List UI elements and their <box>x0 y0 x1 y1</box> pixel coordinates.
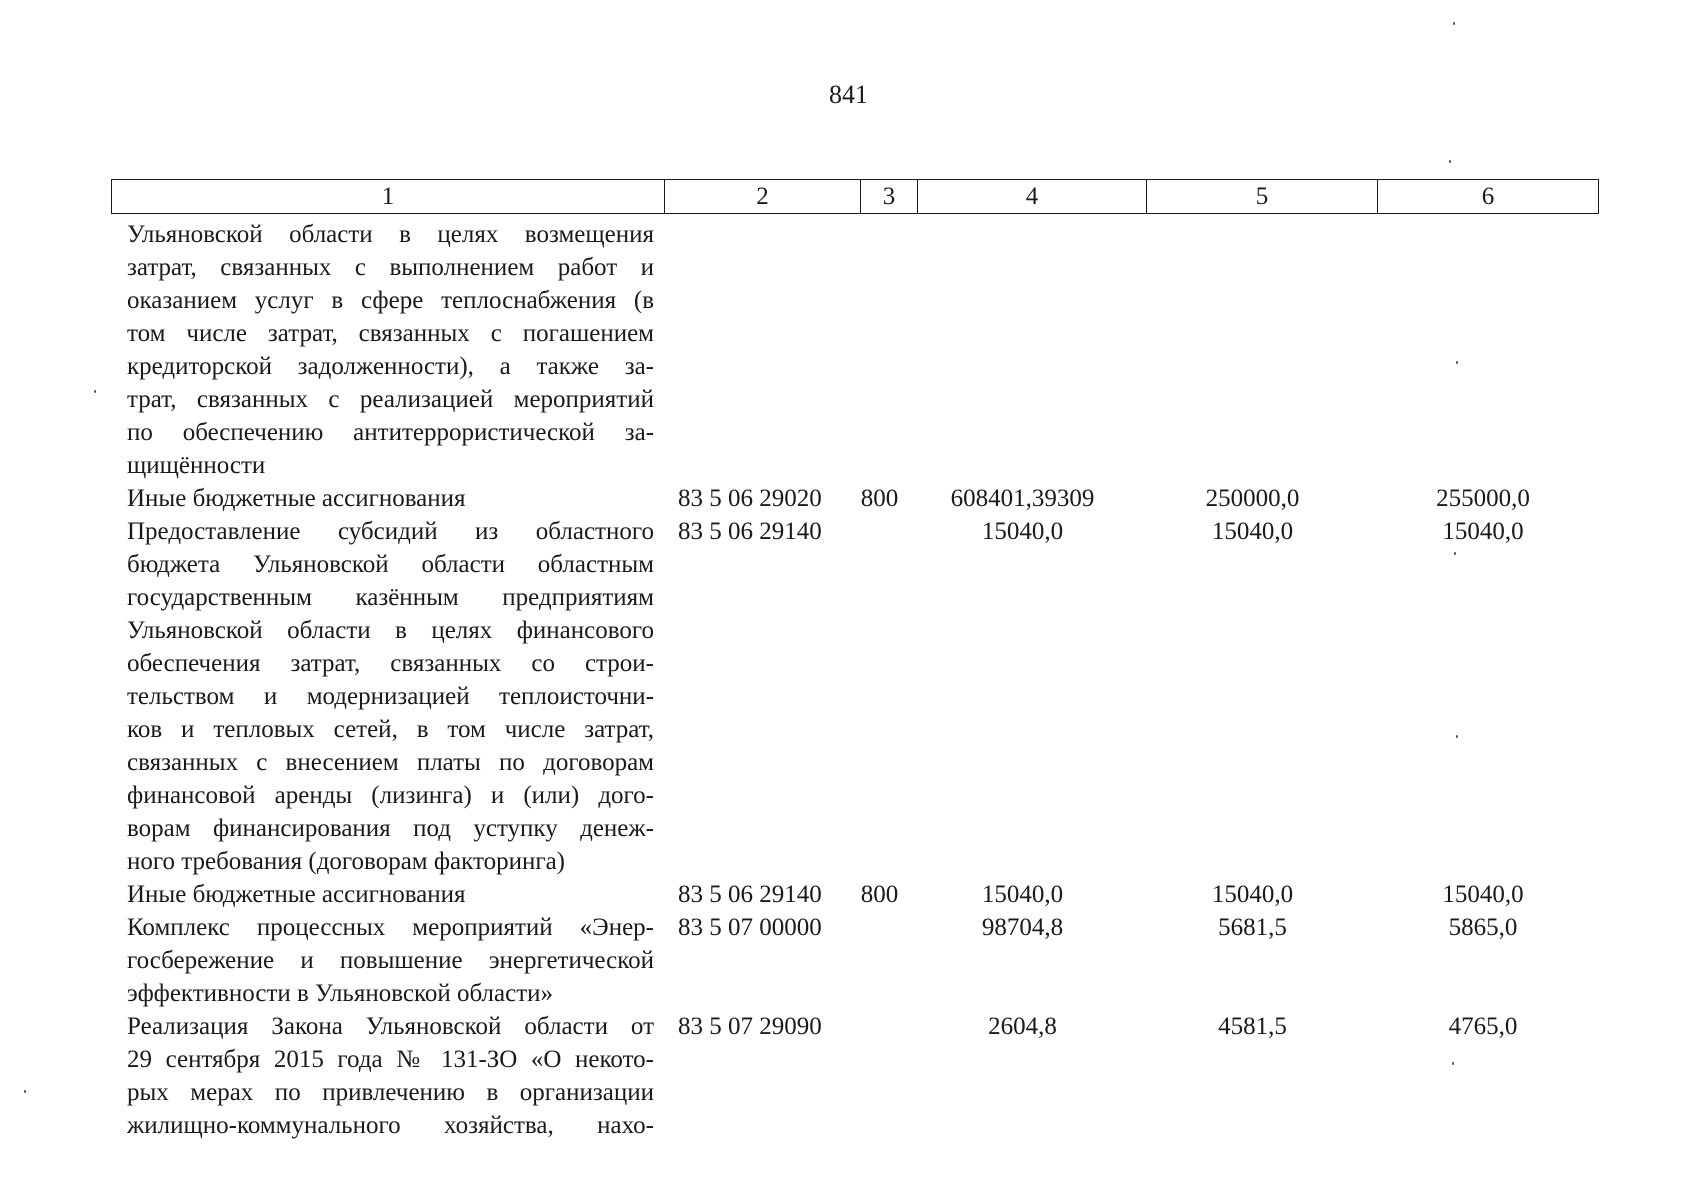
row-value-col5: 15040,0 <box>1211 881 1294 908</box>
row-value-col4: 608401,39309 <box>950 485 1095 512</box>
row-value-col6: 15040,0 <box>1442 881 1524 908</box>
row-code: 83 5 06 29140 <box>678 881 822 908</box>
row-name-line: 29 сентября 2015 года № 131-ЗО «О некото- <box>127 1046 654 1073</box>
row-name <box>111 878 654 911</box>
table-row <box>111 911 1598 1010</box>
scan-speck <box>1456 361 1458 364</box>
row-value-col6: 4765,0 <box>1448 1013 1518 1040</box>
row-value-col6: 15040,0 <box>1442 518 1524 545</box>
table-row <box>111 878 1598 911</box>
row-name-line: Ульяновской области в целях финансового <box>127 617 654 644</box>
table-row <box>111 515 1598 878</box>
row-name-line: том числе затрат, связанных с погашением <box>127 320 654 347</box>
row-name-line: обеспечения затрат, связанных со строи- <box>127 650 654 677</box>
page-number: 841 <box>829 80 868 109</box>
row-code: 83 5 06 29140 <box>678 518 822 545</box>
header-col-3: 3 <box>861 180 918 214</box>
scan-speck <box>1449 160 1451 163</box>
row-value-col5: 250000,0 <box>1205 485 1300 512</box>
row-name-line: кредиторской задолженности), а также за- <box>127 353 654 380</box>
row-name <box>111 482 654 515</box>
header-col-1: 1 <box>112 180 665 214</box>
row-name-line: Иные бюджетные ассигнования <box>127 485 466 512</box>
row-name-line: тельством и модернизацией теплоисточни- <box>127 683 654 710</box>
row-name <box>111 515 654 878</box>
row-name-line: затрат, связанных с выполнением работ и <box>127 254 654 281</box>
row-name-line: ного требования (договорам факторинга) <box>127 848 566 875</box>
scan-speck <box>1454 552 1456 555</box>
row-name <box>111 1010 654 1142</box>
row-expense-type: 800 <box>860 485 899 512</box>
table-row <box>111 1010 1598 1142</box>
row-name-line: бюджета Ульяновской области областным <box>127 551 654 578</box>
row-name-line: ков и тепловых сетей, в том числе затрат, <box>127 716 654 743</box>
table-body <box>111 218 1598 1142</box>
row-value-col5: 4581,5 <box>1218 1013 1287 1040</box>
row-name-line: эффективности в Ульяновской области» <box>127 980 554 1007</box>
row-name <box>111 911 654 1010</box>
header-col-6: 6 <box>1378 180 1599 214</box>
table-row <box>111 218 1598 482</box>
row-value-col4: 2604,8 <box>988 1013 1057 1040</box>
scan-speck <box>94 390 96 393</box>
row-name-line: щищённости <box>127 452 266 479</box>
row-value-col6: 5865,0 <box>1448 914 1518 941</box>
row-name <box>111 218 654 482</box>
row-code: 83 5 07 00000 <box>678 914 822 941</box>
row-name-line: трат, связанных с реализацией мероприятий <box>127 386 654 413</box>
header-col-4: 4 <box>918 180 1147 214</box>
row-value-col5: 5681,5 <box>1218 914 1287 941</box>
row-name-line: Комплекс процессных мероприятий «Энер- <box>127 914 654 941</box>
row-code: 83 5 06 29020 <box>678 485 822 512</box>
row-value-col4: 15040,0 <box>981 518 1064 545</box>
table-header <box>111 179 1599 214</box>
row-name-line: по обеспечению антитеррористической за- <box>127 419 654 446</box>
row-name-line: оказанием услуг в сфере теплоснабжения (в <box>127 287 654 314</box>
row-code: 83 5 07 29090 <box>678 1013 822 1040</box>
row-name-line: финансовой аренды (лизинга) и (или) дого- <box>127 782 654 809</box>
row-name-line: ворам финансирования под уступку денеж- <box>127 815 654 842</box>
row-value-col5: 15040,0 <box>1211 518 1294 545</box>
header-col-2: 2 <box>665 180 861 214</box>
table-row <box>111 482 1598 515</box>
scan-speck <box>1453 22 1455 25</box>
row-name-line: жилищно-коммунального хозяйства, нахо- <box>127 1112 654 1139</box>
row-name-line: государственным казённым предприятиям <box>127 584 654 611</box>
scan-speck <box>1456 735 1458 738</box>
row-name-line: связанных с внесением платы по договорам <box>127 749 654 776</box>
scan-speck <box>24 1090 26 1093</box>
row-value-col4: 15040,0 <box>981 881 1064 908</box>
row-name-line: госбережение и повышение энергетической <box>127 947 654 974</box>
row-name-line: Иные бюджетные ассигнования <box>127 881 466 908</box>
row-name-line: рых мерах по привлечению в организации <box>127 1079 654 1106</box>
scan-speck <box>1452 1062 1454 1065</box>
row-name-line: Ульяновской области в целях возмещения <box>127 221 654 248</box>
row-name-line: Предоставление субсидий из областного <box>127 518 654 545</box>
row-name-line: Реализация Закона Ульяновской области от <box>127 1013 654 1040</box>
row-value-col4: 98704,8 <box>981 914 1064 941</box>
header-col-5: 5 <box>1147 180 1378 214</box>
row-expense-type: 800 <box>860 881 899 908</box>
row-value-col6: 255000,0 <box>1436 485 1530 512</box>
